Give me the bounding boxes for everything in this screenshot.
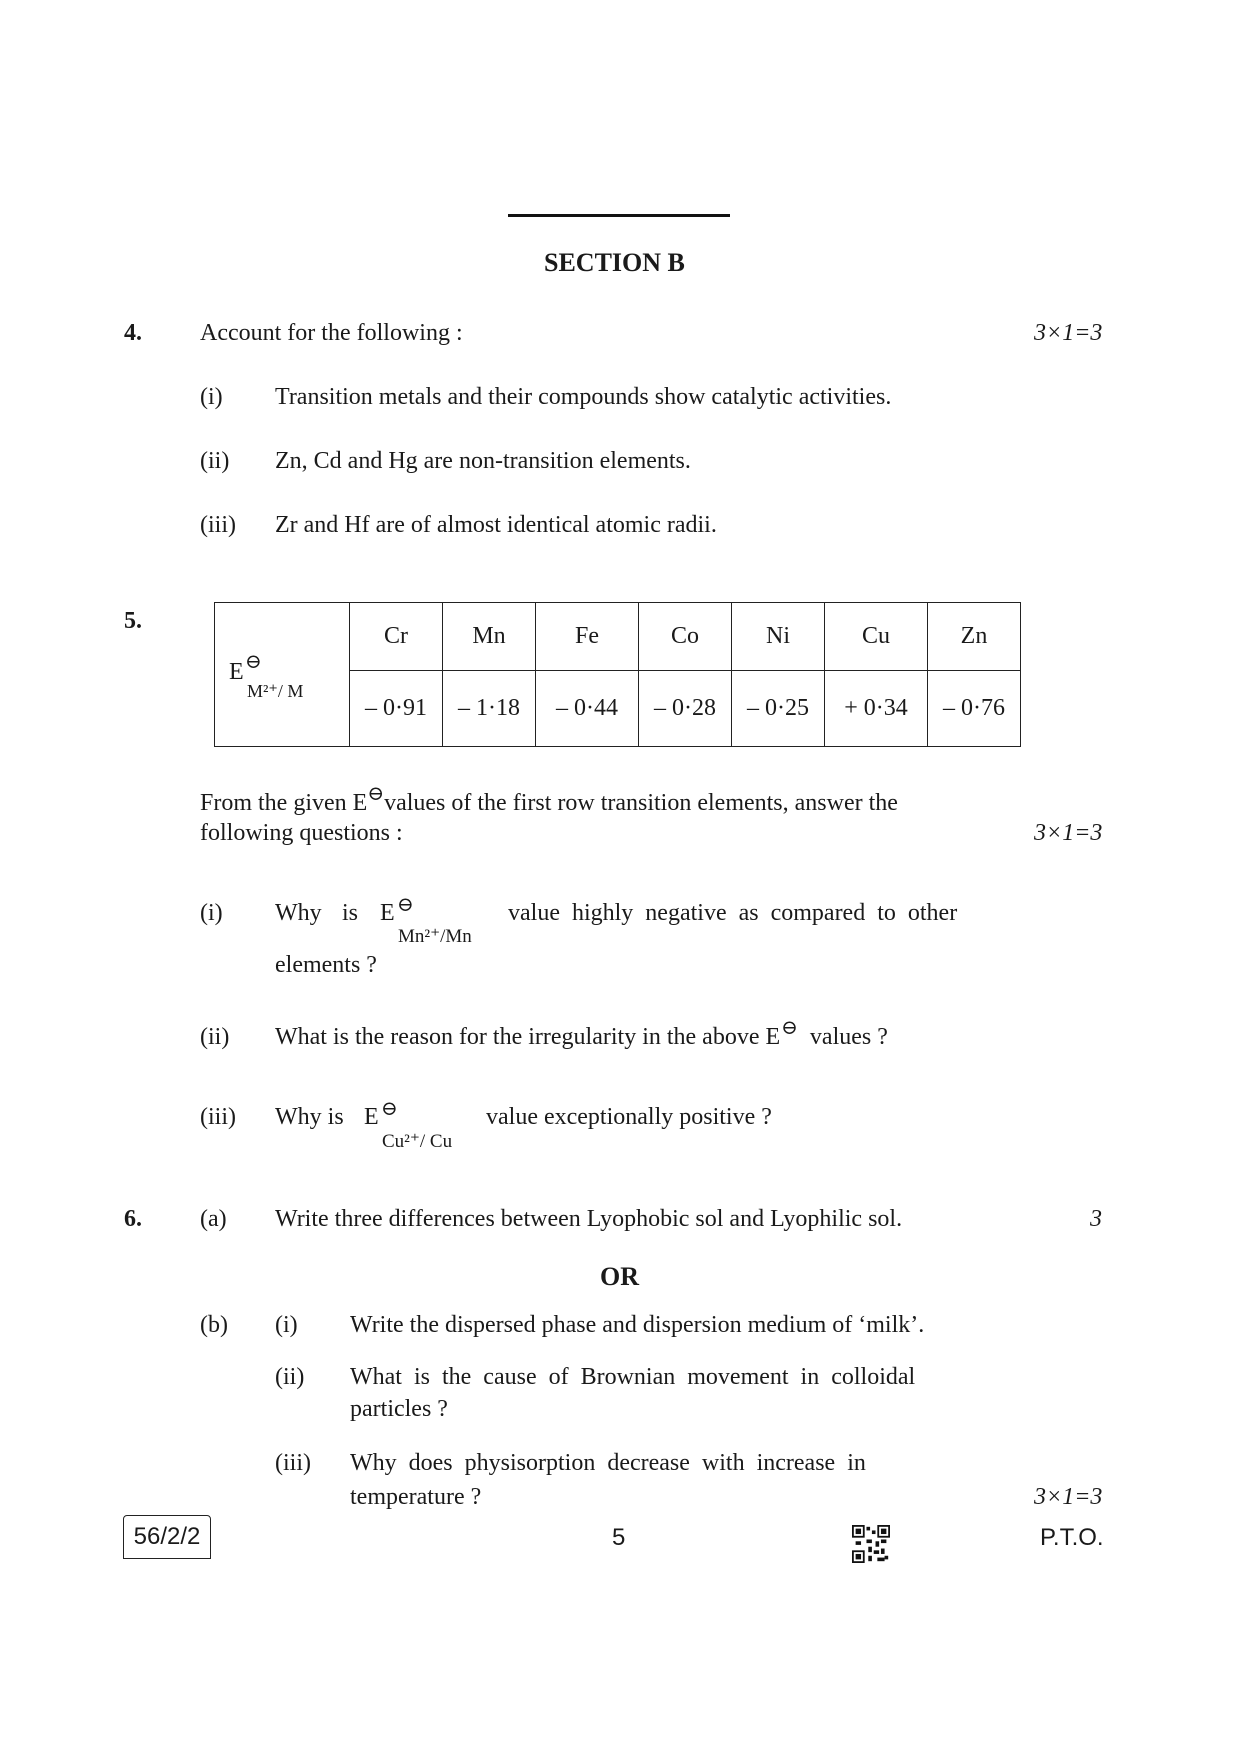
table-value-cell: – 0·28 bbox=[639, 671, 732, 747]
table-value-cell: – 0·76 bbox=[928, 671, 1021, 747]
q5-iii-sub: Cu²⁺/ Cu bbox=[382, 1131, 453, 1152]
table-value-cell: + 0·34 bbox=[825, 671, 928, 747]
q4-marks: 3×1=3 bbox=[1034, 320, 1103, 346]
q5-iii-sup: ⊖ bbox=[381, 1098, 398, 1120]
q5-iii-why: Why is bbox=[275, 1104, 344, 1130]
table-header-cell: Co bbox=[639, 603, 732, 671]
q5-i-line2: elements ? bbox=[275, 952, 377, 978]
q6-b-item-text: Write the dispersed phase and dispersion medium of ‘milk’. bbox=[350, 1312, 925, 1338]
q5-i-sup: ⊖ bbox=[397, 894, 414, 916]
q6-b-item-text: What is the cause of Brownian movement in colloidal bbox=[350, 1364, 916, 1390]
q4-item-text: Zr and Hf are of almost identical atomic radii. bbox=[275, 512, 717, 538]
q5-item-label: (ii) bbox=[200, 1024, 230, 1050]
q6-b-item-text: Why does physisorption decrease with increase in bbox=[350, 1450, 866, 1476]
q6-b-item-text: temperature ? bbox=[350, 1484, 482, 1510]
q5-marks: 3×1=3 bbox=[1034, 820, 1103, 846]
q4-item-label: (iii) bbox=[200, 512, 236, 538]
table-value-cell: – 1·18 bbox=[443, 671, 536, 747]
electrode-potential-table bbox=[214, 602, 1021, 747]
q6-b-item-text: particles ? bbox=[350, 1396, 448, 1422]
q5-ii-text: What is the reason for the irregularity in the above E⊖ values ? bbox=[275, 1017, 888, 1050]
q6-b-marks: 3×1=3 bbox=[1034, 1484, 1103, 1510]
q5-number: 5. bbox=[124, 608, 142, 634]
q6-a-label: (a) bbox=[200, 1206, 227, 1232]
or-divider: OR bbox=[600, 1262, 639, 1291]
q6-b-label: (b) bbox=[200, 1312, 228, 1338]
table-value-cell: – 0·91 bbox=[350, 671, 443, 747]
table-header-cell: Zn bbox=[928, 603, 1021, 671]
q6-b-item-label: (iii) bbox=[275, 1450, 311, 1476]
q5-i-is: is bbox=[342, 900, 359, 926]
q6-number: 6. bbox=[124, 1206, 142, 1232]
paper-code-badge bbox=[123, 1515, 211, 1559]
table-value-cell: – 0·25 bbox=[732, 671, 825, 747]
table-header-cell: Fe bbox=[536, 603, 639, 671]
table-header-cell: Cr bbox=[350, 603, 443, 671]
q5-iii-rest: value exceptionally positive ? bbox=[486, 1104, 772, 1130]
page-number: 5 bbox=[612, 1524, 626, 1551]
pto-label: P.T.O. bbox=[1040, 1524, 1104, 1551]
q6-b-item-label: (i) bbox=[275, 1312, 298, 1338]
q5-intro-line1: From the given E⊖values of the first row transition elements, answer the bbox=[200, 783, 898, 816]
q5-item-label: (iii) bbox=[200, 1104, 236, 1130]
q5-iii-e: E bbox=[364, 1104, 379, 1130]
q6-a-text: Write three differences between Lyophobic sol and Lyophilic sol. bbox=[275, 1206, 903, 1232]
table-header-cell: Cu bbox=[825, 603, 928, 671]
q5-i-rest: value highly negative as compared to other bbox=[508, 900, 958, 926]
q4-item-label: (ii) bbox=[200, 448, 230, 474]
paper-code: 56/2/2 bbox=[133, 1523, 201, 1550]
table-row-header: E ⊖ M²⁺/ M bbox=[215, 603, 350, 747]
table-header-cell: Mn bbox=[443, 603, 536, 671]
qr-code-icon bbox=[852, 1525, 890, 1563]
q4-item-label: (i) bbox=[200, 384, 223, 410]
q5-item-label: (i) bbox=[200, 900, 223, 926]
q4-item-text: Transition metals and their compounds show catalytic activities. bbox=[275, 384, 892, 410]
q4-number: 4. bbox=[124, 320, 142, 346]
q6-a-marks: 3 bbox=[1090, 1206, 1102, 1232]
q4-item-text: Zn, Cd and Hg are non-transition elements. bbox=[275, 448, 691, 474]
q6-b-item-label: (ii) bbox=[275, 1364, 305, 1390]
q5-i-e: E bbox=[380, 900, 395, 926]
section-title: SECTION B bbox=[544, 248, 685, 277]
table-value-cell: – 0·44 bbox=[536, 671, 639, 747]
q5-i-why: Why bbox=[275, 900, 322, 926]
q5-i-sub: Mn²⁺/Mn bbox=[398, 926, 472, 947]
table-header-cell: Ni bbox=[732, 603, 825, 671]
q4-stem: Account for the following : bbox=[200, 320, 463, 346]
section-rule bbox=[508, 214, 730, 217]
q5-intro-line2: following questions : bbox=[200, 820, 403, 846]
